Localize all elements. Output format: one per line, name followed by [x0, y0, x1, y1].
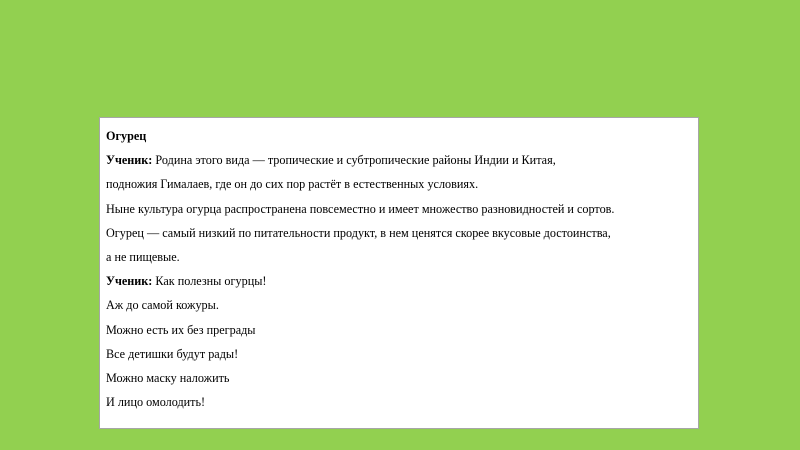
speaker-label: Ученик: — [106, 153, 153, 168]
text-line-3: Ныне культура огурца распространена повсеместно и имеет множество разновидностей и сортов. — [106, 201, 615, 216]
text-line-4: Огурец — самый низкий по питательности продукт, в нем ценятся скорее вкусовые достоинства, — [106, 225, 611, 240]
text-line-1 — [106, 148, 692, 172]
poem-line-4: Можно маску наложить — [106, 370, 230, 385]
poem-line-1: Аж до самой кожуры. — [106, 298, 219, 313]
text-line-5: а не пищевые. — [106, 249, 180, 264]
text-line-2: подножия Гималаев, где он до сих пор растёт в естественных условиях. — [106, 177, 479, 192]
text-line-1-content: Родина этого вида — тропические и субтропические районы Индии и Китая, — [152, 153, 556, 168]
poem-line-2: Можно есть их без преграды — [106, 322, 256, 337]
speaker-label-2: Ученик: — [106, 274, 153, 289]
poem-line-3: Все детишки будут рады! — [106, 346, 239, 361]
question-line — [106, 269, 692, 293]
poem-line-5: И лицо омолодить! — [106, 395, 206, 410]
text-box — [99, 117, 699, 429]
question-text: Как полезны огурцы! — [152, 274, 267, 289]
title: Огурец — [106, 129, 147, 143]
text-lines — [106, 124, 692, 414]
